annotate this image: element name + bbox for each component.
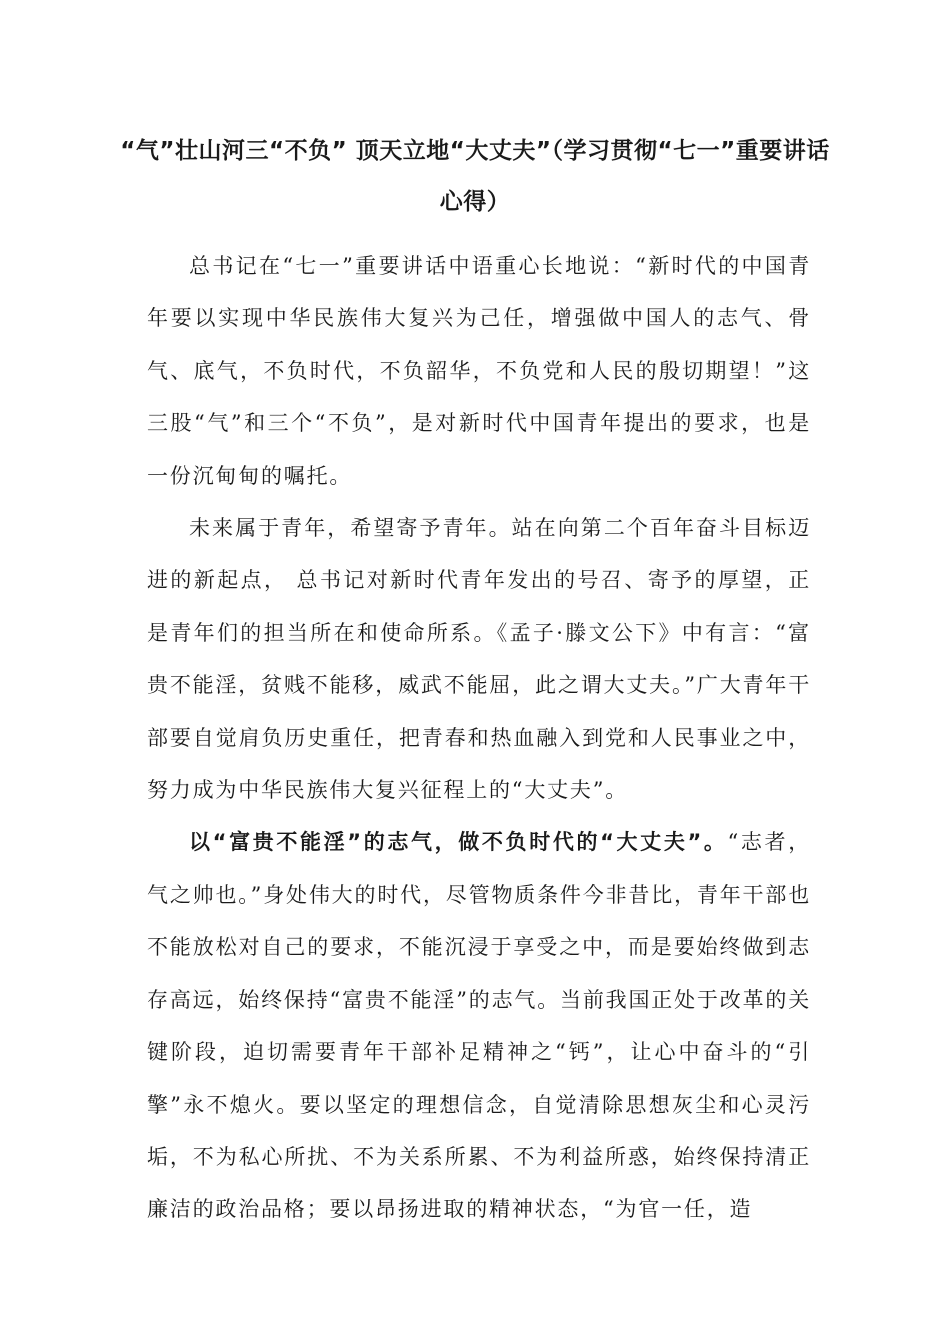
paragraph-1-text: 总书记在“七一”重要讲话中语重心长地说：“新时代的中国青年要以实现中华民族伟大复兴为己任，增强做中国人的志气、骨气、底气，不负时代，不负韶华，不负党和人民的殷切期望！”这三股“气”和三个“不负”，是对新时代中国青年提出的要求，也是一份沉甸甸的嘱托。 (147, 254, 811, 488)
document-title: “气”壮山河三“不负” 顶天立地“大丈夫”（学习贯彻“七一”重要讲话心得） (120, 138, 830, 215)
document-body (147, 240, 811, 1236)
paragraph-3-text: “志者，气之帅也。”身处伟大的时代，尽管物质条件今非昔比，青年干部也不能放松对自己的要求，不能沉浸于享受之中，而是要始终做到志存高远，始终保持“富贵不能淫”的志气。当前我国正处于改革的关键阶段，迫切需要青年干部补足精神之“钙”，让心中奋斗的“引擎”永不熄火。要以坚定的理想信念，自觉清除思想灰尘和心灵污垢，不为私心所扰、不为关系所累、不为利益所惑，始终保持清正廉洁的政治品格；要以昂扬进取的精神状态，“为官一任，造 (147, 830, 811, 1222)
paragraph-1 (147, 240, 811, 502)
paragraph-3 (147, 816, 811, 1235)
paragraph-3-lead: 以“富贵不能淫”的志气，做不负时代的“大丈夫”。 (189, 830, 728, 855)
paragraph-2 (147, 502, 811, 816)
paragraph-2-text: 未来属于青年，希望寄予青年。站在向第二个百年奋斗目标迈进的新起点， 总书记对新时代青年发出的号召、寄予的厚望，正是青年们的担当所在和使命所系。《孟子·滕文公下》中有言：“富贵不能淫，贫贱不能移，威武不能屈，此之谓大丈夫。”广大青年干部要自觉肩负历史重任，把青春和热血融入到党和人民事业之中，努力成为中华民族伟大复兴征程上的“大丈夫”。 (147, 516, 811, 803)
